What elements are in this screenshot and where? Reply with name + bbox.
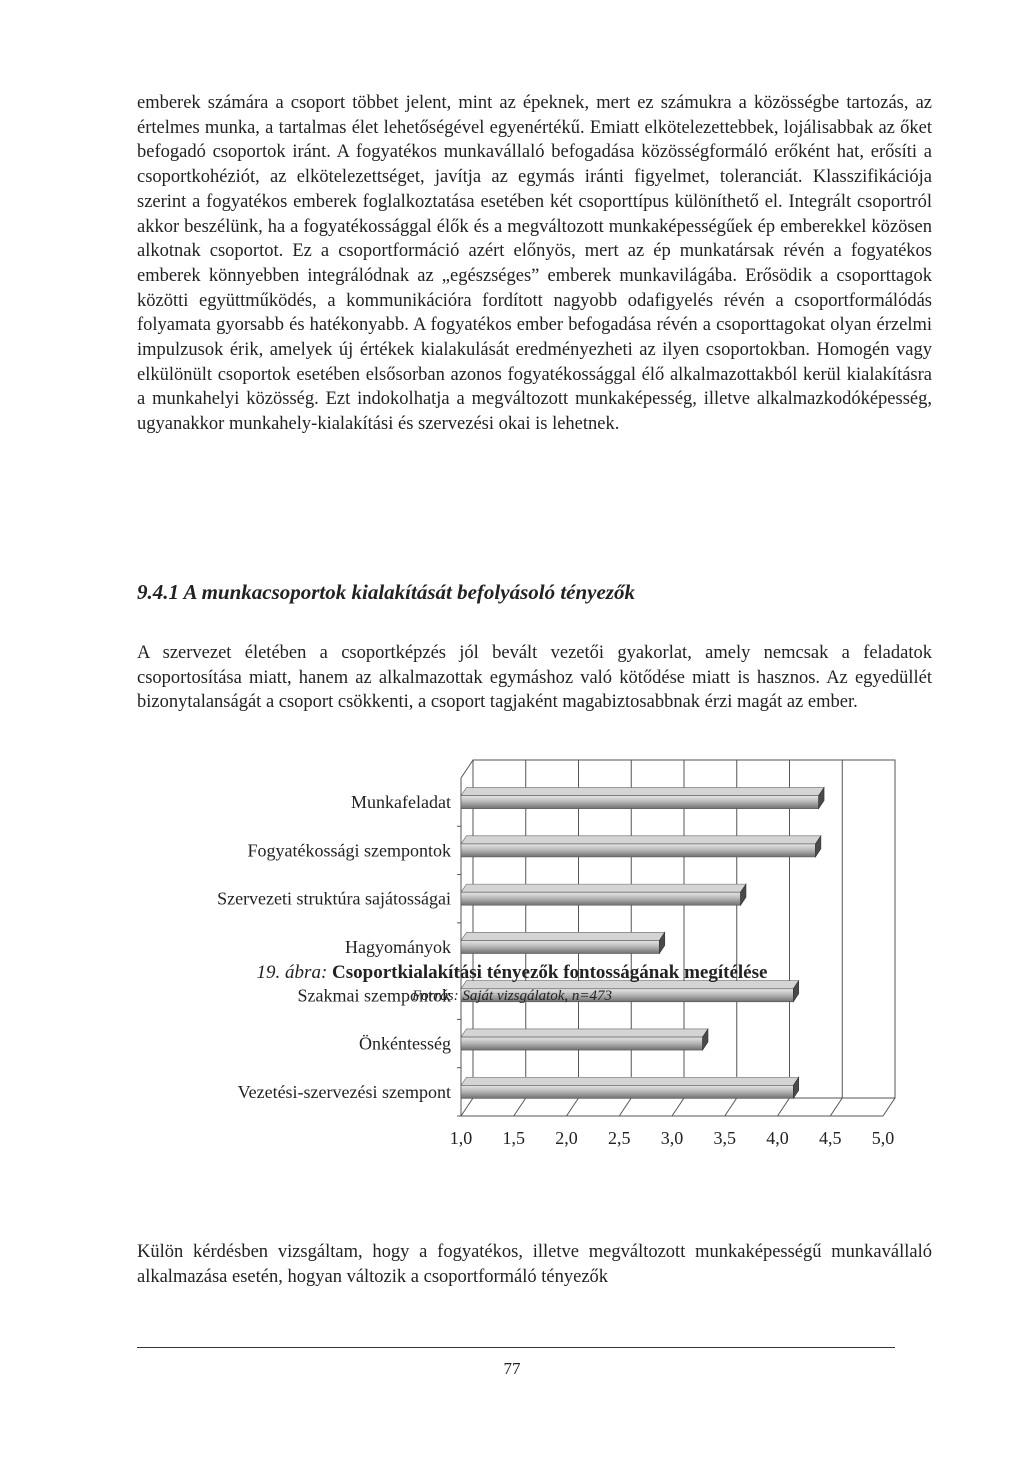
chart-bar <box>461 884 746 905</box>
chart-category-label: Fogyatékossági szempontok <box>247 840 451 861</box>
chart-floor-line <box>567 1098 579 1116</box>
page-number: 77 <box>503 1359 521 1378</box>
chart-bar <box>461 1029 708 1050</box>
figure-number: 19. ábra: <box>256 962 328 983</box>
chart-bar <box>461 1077 799 1098</box>
figure-title: Csoportkialakítási tényezők fontosságának megítélése <box>332 962 768 983</box>
chart-bar-front <box>461 941 659 954</box>
chart-floor-line <box>619 1098 631 1116</box>
chart-bar-top <box>461 1077 799 1085</box>
chart-x-tick-label: 4,5 <box>819 1128 842 1148</box>
figure-source: Forrás: Saját vizsgálatok, n=473 <box>411 988 613 1004</box>
chart-category-label: Munkafeladat <box>351 792 451 813</box>
chart-x-tick-label: 3,5 <box>713 1128 736 1148</box>
chart-bar-front <box>461 1037 703 1050</box>
chart-floor-line <box>514 1098 526 1116</box>
body-paragraph-2: A szervezet életében a csoportképzés jól bevált vezetői gyakorlat, amely nemcsak a feladatok csoportosítása miatt, hanem az alkalmazottak egymáshoz való kötődése miatt is hasznos. Az egyedüllét bizonytalanságát a csoport csökkenti, a csoport tagjaként magabiztosabbnak érzi magát az ember. <box>137 643 932 713</box>
chart-bar <box>461 932 665 953</box>
chart-side-edge <box>461 760 473 778</box>
figure-caption <box>0 962 1024 984</box>
chart-x-tick-label: 3,0 <box>660 1128 684 1148</box>
chart-bar-top <box>461 1029 708 1037</box>
chart-x-tick-label: 1,5 <box>502 1128 525 1148</box>
chart-floor-line <box>672 1098 684 1116</box>
body-paragraph-1: emberek számára a csoport többet jelent, mint az épeknek, mert ez számukra a közösségbe tartozás, az értelmes munka, a tartalmas élet lehetőségével egyenértékű. Emiatt elkötelezettebbek, lojálisabbak az őket befogadó csoportok iránt. A fogyatékos munkavállaló befogadása közösségformáló erőként hat, erősíti a csoportkohéziót, az elkötelezettséget, javítja az egymás iránti figyelmet, toleranciát. Klasszifikációja szerint a fogyatékos emberek foglalkoztatása esetében két csoporttípus különíthető el. Integrált csoportról akkor beszélünk, ha a fogyatékossággal élők és a megváltozott munkaképességűek ép emberekkel közösen alkotnak csoportot. Ez a csoportformáció azért előnyös, mert az ép munkatársak révén a fogyatékos emberek könnyebben integrálódnak az „egészséges” emberek munkavilágába. Erősödik a csoporttagok közötti együttműködés, a kommunikációra fordított nagyobb odafigyelés révén a csoportformálódás folyamata gyorsabb és hatékonyabb. A fogyatékos ember befogadása révén a csoporttagokat olyan érzelmi impulzusok érik, amelyek új értékek kialakulását eredményezheti az ilyen csoportokban. Homogén vagy elkülönült csoportok esetében elsősorban azonos fogyatékossággal élő alkalmazottakból kerül kialakításra a munkahelyi közösség. Ezt indokolhatja a megváltozott munkaképesség, illetve alkalmazkodóképesség, ugyanakkor munkahely-kialakítási és szervezési okai is lehetnek. <box>137 93 932 435</box>
chart-x-tick-label: 1,0 <box>449 1128 473 1148</box>
chart-bar <box>461 836 821 857</box>
chart-x-tick-label: 2,0 <box>555 1128 578 1148</box>
chart-bar-front <box>461 844 815 857</box>
chart-bar-top <box>461 884 746 892</box>
chart-floor-line <box>883 1098 895 1116</box>
chart-bar-top <box>461 836 821 844</box>
chart-bar-top <box>461 932 665 940</box>
chart-floor-line <box>725 1098 737 1116</box>
chart-category-label: Szervezeti struktúra sajátosságai <box>217 888 451 909</box>
chart-bar-front <box>461 892 741 905</box>
chart-category-label: Hagyományok <box>345 937 451 957</box>
chart-bar-front <box>461 796 819 809</box>
chart-x-tick-label: 4,0 <box>766 1128 789 1148</box>
chart-floor-line <box>461 1098 473 1116</box>
section-heading: 9.4.1 A munkacsoportok kialakítását befolyásoló tényezők <box>137 580 635 604</box>
chart-category-label: Szakmai szempontok <box>297 985 451 1006</box>
footer-rule <box>137 1347 895 1348</box>
chart-x-tick-label: 2,5 <box>608 1128 631 1148</box>
chart-bar-top <box>461 788 824 796</box>
chart-bar <box>461 788 824 809</box>
chart-category-label: Önkéntesség <box>359 1033 451 1054</box>
chart-bar-front <box>461 1085 793 1098</box>
chart-category-label: Vezetési-szervezési szempont <box>237 1081 451 1102</box>
chart-floor-line <box>778 1098 790 1116</box>
chart-floor-line <box>830 1098 842 1116</box>
body-paragraph-3: Külön kérdésben vizsgáltam, hogy a fogyatékos, illetve megváltozott munkaképességű munkavállaló alkalmazása esetén, hogyan változik a csoportformáló tényezők <box>137 1242 932 1287</box>
chart-x-tick-label: 5,0 <box>871 1128 895 1148</box>
